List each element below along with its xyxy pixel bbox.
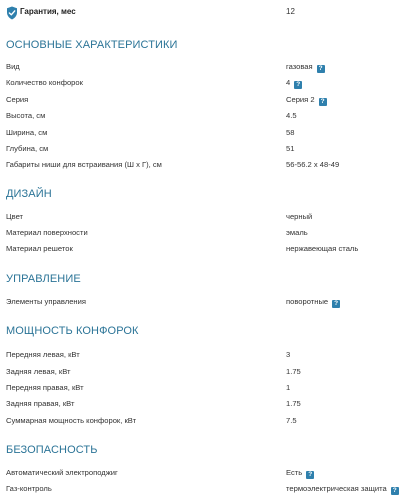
spec-label: Суммарная мощность конфорок, кВт [6, 416, 137, 425]
spec-value: газовая ? [286, 62, 325, 73]
spec-value: Серия 2 ? [286, 95, 327, 106]
section-title-controls: УПРАВЛЕНИЕ [6, 273, 81, 285]
spec-row [0, 484, 400, 498]
spec-row [0, 160, 400, 174]
spec-row [0, 416, 400, 430]
spec-label: Высота, см [6, 111, 46, 120]
spec-row [0, 95, 400, 109]
spec-value: Есть ? [286, 468, 314, 479]
warranty-row [0, 4, 400, 22]
spec-row [0, 228, 400, 242]
spec-value: 1.75 [286, 399, 301, 408]
section-title-main-specs: ОСНОВНЫЕ ХАРАКТЕРИСТИКИ [6, 39, 178, 51]
spec-label: Количество конфорок [6, 78, 83, 87]
spec-label: Цвет [6, 212, 24, 221]
warranty-label: Гарантия, мес [20, 7, 76, 16]
spec-row [0, 367, 400, 381]
spec-value: нержавеющая сталь [286, 244, 359, 253]
spec-value: 7.5 [286, 416, 297, 425]
spec-label: Материал решеток [6, 244, 73, 253]
spec-value: 58 [286, 128, 295, 137]
spec-value: черный [286, 212, 313, 221]
spec-label: Элементы управления [6, 297, 86, 306]
spec-row [0, 62, 400, 76]
help-icon[interactable]: ? [306, 471, 314, 479]
spec-value: 4 ? [286, 78, 302, 89]
spec-row [0, 383, 400, 397]
spec-row [0, 350, 400, 364]
spec-label: Габариты ниши для встраивания (Ш х Г), см [6, 160, 162, 169]
spec-row [0, 297, 400, 311]
spec-label: Передняя правая, кВт [6, 383, 84, 392]
spec-label: Вид [6, 62, 20, 71]
spec-value: 3 [286, 350, 291, 359]
spec-label: Глубина, см [6, 144, 49, 153]
spec-label: Газ-контроль [6, 484, 52, 493]
spec-label: Автоматический электроподжиг [6, 468, 118, 477]
spec-label: Задняя правая, кВт [6, 399, 75, 408]
spec-label: Задняя левая, кВт [6, 367, 71, 376]
spec-value: эмаль [286, 228, 308, 237]
spec-value: термоэлектрическая защита ? [286, 484, 399, 495]
spec-row [0, 244, 400, 258]
help-icon[interactable]: ? [317, 65, 325, 73]
help-icon[interactable]: ? [294, 81, 302, 89]
help-icon[interactable]: ? [319, 98, 327, 106]
section-title-burner-power: МОЩНОСТЬ КОНФОРОК [6, 325, 139, 337]
section-title-safety: БЕЗОПАСНОСТЬ [6, 444, 98, 456]
spec-row [0, 78, 400, 92]
shield-check-icon [6, 6, 18, 20]
spec-value: 4.5 [286, 111, 297, 120]
help-icon[interactable]: ? [391, 487, 399, 495]
spec-value: 56-56.2 x 48-49 [286, 160, 340, 169]
spec-label: Серия [6, 95, 29, 104]
spec-row [0, 468, 400, 482]
spec-value: 1 [286, 383, 291, 392]
spec-label: Материал поверхности [6, 228, 88, 237]
spec-value: поворотные ? [286, 297, 340, 308]
section-title-design: ДИЗАЙН [6, 188, 52, 200]
help-icon[interactable]: ? [332, 300, 340, 308]
spec-row [0, 111, 400, 125]
spec-row [0, 399, 400, 413]
spec-value: 51 [286, 144, 295, 153]
spec-label: Передняя левая, кВт [6, 350, 80, 359]
spec-row [0, 212, 400, 226]
spec-value: 1.75 [286, 367, 301, 376]
spec-row [0, 144, 400, 158]
spec-row [0, 128, 400, 142]
warranty-value: 12 [286, 7, 295, 16]
spec-label: Ширина, см [6, 128, 48, 137]
